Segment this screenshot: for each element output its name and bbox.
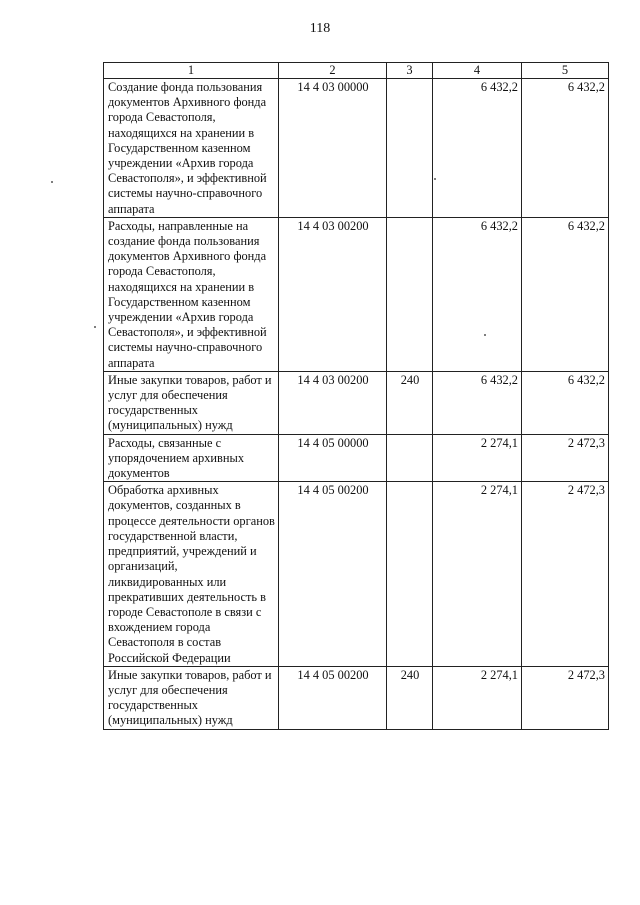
row-sum-col5: 6 432,2 xyxy=(522,217,609,371)
row-expense-type xyxy=(387,79,433,218)
row-sum-col4: 2 274,1 xyxy=(433,666,522,729)
table-row xyxy=(104,371,609,434)
row-code: 14 4 03 00200 xyxy=(279,371,387,434)
column-header-2: 2 xyxy=(279,63,387,79)
row-expense-type: 240 xyxy=(387,666,433,729)
row-sum-col4: 2 274,1 xyxy=(433,482,522,666)
row-name: Создание фонда пользования документов Архивного фонда города Севастополя, находящихся на хранении в Государственном казенном учреждении «Архив города Севастополя», и эффективной системы научно-справочного аппарата xyxy=(104,79,279,218)
row-sum-col5: 6 432,2 xyxy=(522,79,609,218)
row-code: 14 4 03 00200 xyxy=(279,217,387,371)
row-name: Расходы, направленные на создание фонда пользования документов Архивного фонда города Севастополя, находящихся на хранении в Государственном казенном учреждении «Архив города Севастополя», и эффективной системы научно-справочного аппарата xyxy=(104,217,279,371)
row-code: 14 4 05 00200 xyxy=(279,482,387,666)
row-name: Обработка архивных документов, созданных в процессе деятельности органов государственной власти, предприятий, учреждений и организаций, ликвидированных или прекративших деятельность в городе Севастополе в связи с вхождением города Севастополя в состав Российской Федерации xyxy=(104,482,279,666)
budget-table xyxy=(103,62,609,730)
column-header-5: 5 xyxy=(522,63,609,79)
row-expense-type xyxy=(387,434,433,482)
table-row xyxy=(104,217,609,371)
table-row xyxy=(104,434,609,482)
table-row xyxy=(104,79,609,218)
row-sum-col4: 6 432,2 xyxy=(433,217,522,371)
table-row xyxy=(104,666,609,729)
row-name: Иные закупки товаров, работ и услуг для обеспечения государственных (муниципальных) нужд xyxy=(104,666,279,729)
row-code: 14 4 03 00000 xyxy=(279,79,387,218)
row-sum-col5: 6 432,2 xyxy=(522,371,609,434)
row-sum-col5: 2 472,3 xyxy=(522,434,609,482)
row-sum-col5: 2 472,3 xyxy=(522,482,609,666)
scan-speck xyxy=(434,178,436,180)
row-name: Расходы, связанные с упорядочением архивных документов xyxy=(104,434,279,482)
column-header-4: 4 xyxy=(433,63,522,79)
column-header-3: 3 xyxy=(387,63,433,79)
row-expense-type xyxy=(387,482,433,666)
row-expense-type xyxy=(387,217,433,371)
row-sum-col5: 2 472,3 xyxy=(522,666,609,729)
row-sum-col4: 2 274,1 xyxy=(433,434,522,482)
row-sum-col4: 6 432,2 xyxy=(433,371,522,434)
scan-speck xyxy=(94,326,96,328)
table-header-row xyxy=(104,63,609,79)
row-code: 14 4 05 00000 xyxy=(279,434,387,482)
page-number: 118 xyxy=(309,21,331,36)
table-row xyxy=(104,482,609,666)
row-expense-type: 240 xyxy=(387,371,433,434)
scan-speck xyxy=(51,181,53,183)
column-header-1: 1 xyxy=(104,63,279,79)
scan-speck xyxy=(484,334,486,336)
row-name: Иные закупки товаров, работ и услуг для обеспечения государственных (муниципальных) нужд xyxy=(104,371,279,434)
row-code: 14 4 05 00200 xyxy=(279,666,387,729)
row-sum-col4: 6 432,2 xyxy=(433,79,522,218)
